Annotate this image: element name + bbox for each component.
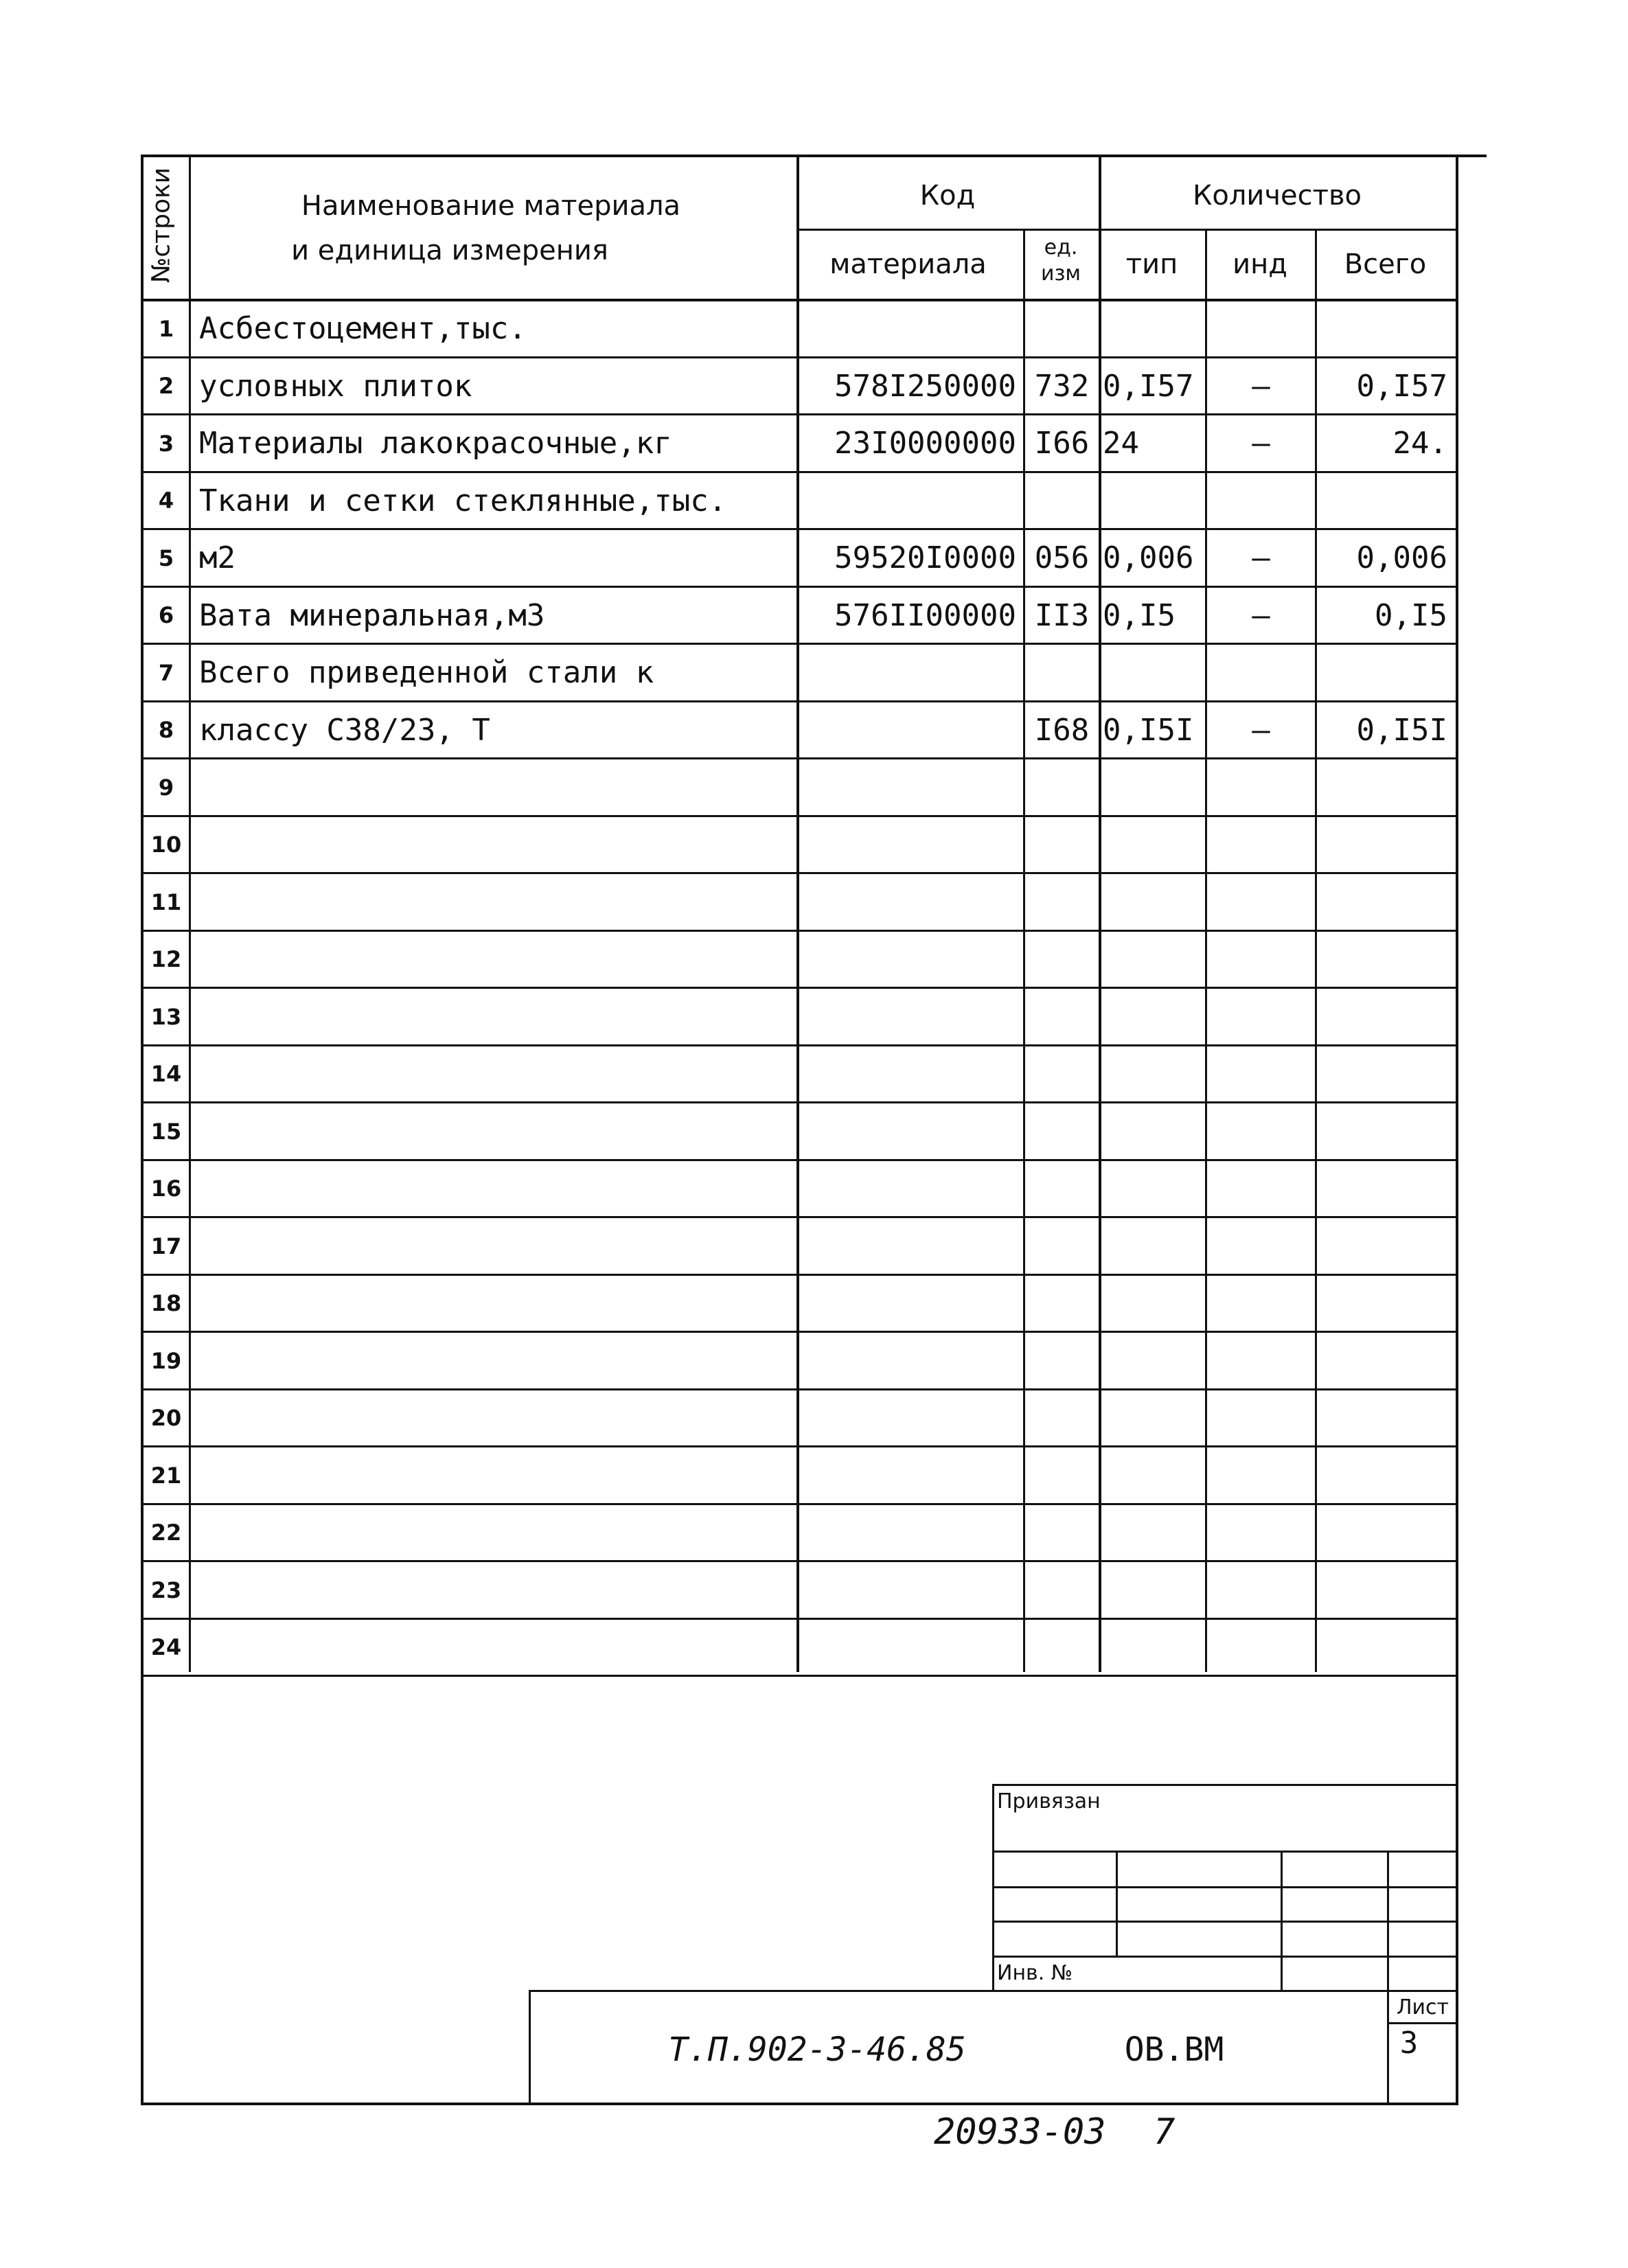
material-code	[799, 1217, 1023, 1275]
header-vsego: Всего	[1344, 249, 1427, 280]
qty-total	[1317, 1275, 1454, 1333]
unit-code	[1025, 759, 1099, 816]
row-number: 13	[150, 1003, 182, 1030]
material-name	[199, 759, 796, 816]
qty-total	[1317, 1561, 1454, 1619]
qty-total	[1317, 472, 1454, 530]
qty-total	[1317, 873, 1454, 931]
qty-tip	[1103, 1619, 1205, 1677]
row-number: 6	[158, 602, 174, 629]
header-row-number	[141, 157, 182, 294]
qty-tip	[1103, 1217, 1205, 1275]
qty-tip	[1103, 1103, 1205, 1160]
qty-ind	[1207, 931, 1315, 989]
qty-ind	[1207, 1046, 1315, 1103]
row-number: 24	[150, 1634, 182, 1661]
qty-ind	[1207, 1561, 1315, 1619]
qty-ind	[1207, 644, 1315, 702]
material-name	[199, 988, 796, 1046]
qty-ind	[1207, 1504, 1315, 1562]
material-code	[799, 931, 1023, 989]
row-number: 1	[158, 315, 174, 342]
row-number: 22	[150, 1520, 182, 1546]
qty-total	[1317, 1390, 1454, 1447]
material-code	[799, 472, 1023, 530]
material-name: м2	[199, 540, 236, 576]
material-code	[799, 1619, 1023, 1677]
material-code: 59520I0000	[834, 540, 1016, 576]
qty-total	[1317, 1217, 1454, 1275]
qty-ind: –	[1252, 426, 1270, 461]
qty-ind	[1207, 1275, 1315, 1333]
header-ind: инд	[1233, 249, 1287, 280]
unit-code	[1025, 1332, 1099, 1390]
qty-total: 0,I57	[1356, 368, 1447, 404]
unit-code	[1025, 1275, 1099, 1333]
material-name	[199, 1275, 796, 1333]
material-name	[199, 816, 796, 874]
qty-ind	[1207, 1103, 1315, 1160]
qty-tip	[1103, 873, 1205, 931]
unit-code: 732	[1034, 368, 1090, 404]
qty-tip: 0,006	[1103, 540, 1194, 576]
material-code	[799, 644, 1023, 702]
qty-ind	[1207, 1619, 1315, 1677]
material-name	[199, 1046, 796, 1103]
header-material: материала	[829, 249, 987, 280]
unit-code	[1025, 300, 1099, 358]
material-name	[199, 1103, 796, 1160]
material-name	[199, 1390, 796, 1447]
qty-total: 0,006	[1356, 540, 1447, 576]
unit-code	[1025, 1390, 1099, 1447]
qty-total	[1317, 988, 1454, 1046]
qty-total	[1317, 1160, 1454, 1218]
material-name: Всего приведенной стали к	[199, 655, 654, 691]
material-code	[799, 1447, 1023, 1504]
sheet-label: Лист	[1396, 1995, 1449, 2019]
material-code	[799, 1504, 1023, 1562]
material-code	[799, 873, 1023, 931]
qty-total	[1317, 931, 1454, 989]
material-name	[199, 1619, 796, 1677]
unit-code: I66	[1034, 426, 1090, 461]
row-number: 20	[150, 1405, 182, 1432]
material-code	[799, 816, 1023, 874]
material-code: 23I0000000	[834, 426, 1016, 461]
material-name	[199, 1332, 796, 1390]
material-name	[199, 1561, 796, 1619]
material-code	[799, 1275, 1023, 1333]
row-number: 10	[150, 832, 182, 858]
row-number: 8	[158, 717, 174, 744]
qty-ind	[1207, 1390, 1315, 1447]
unit-code	[1025, 1561, 1099, 1619]
material-code	[799, 759, 1023, 816]
qty-ind: –	[1252, 368, 1270, 404]
row-number-label: №строки	[147, 167, 176, 284]
qty-ind: –	[1252, 597, 1270, 633]
unit-code	[1025, 873, 1099, 931]
qty-tip	[1103, 472, 1205, 530]
qty-tip	[1103, 644, 1205, 702]
qty-ind: –	[1252, 540, 1270, 576]
qty-total	[1317, 1619, 1454, 1677]
qty-ind	[1207, 1332, 1315, 1390]
material-name: классу С38/23, Т	[199, 712, 490, 748]
qty-total	[1317, 300, 1454, 358]
row-number: 15	[150, 1118, 182, 1145]
material-code	[799, 1160, 1023, 1218]
qty-total	[1317, 1103, 1454, 1160]
row-number: 5	[158, 545, 174, 571]
material-name	[199, 1217, 796, 1275]
qty-tip	[1103, 759, 1205, 816]
bottom-page: 7	[1154, 2111, 1176, 2153]
material-code	[799, 1046, 1023, 1103]
header-ed: ед.	[1044, 235, 1078, 260]
unit-code	[1025, 931, 1099, 989]
sheet-number: 3	[1399, 2025, 1419, 2061]
header-name-line1: Наименование материала	[301, 190, 681, 222]
stamp-box-top	[992, 1784, 1458, 1786]
qty-total	[1317, 1447, 1454, 1504]
qty-ind	[1207, 988, 1315, 1046]
qty-ind	[1207, 300, 1315, 358]
material-name: Ткани и сетки стеклянные,тыс.	[199, 483, 727, 518]
unit-code	[1025, 1046, 1099, 1103]
material-code	[799, 702, 1023, 759]
qty-tip	[1103, 1390, 1205, 1447]
header-tip: тип	[1125, 249, 1178, 280]
qty-tip: 24	[1103, 426, 1139, 461]
material-code	[799, 988, 1023, 1046]
stamp-inv-no: Инв. №	[997, 1960, 1073, 1985]
row-number: 21	[150, 1462, 182, 1489]
row-number: 17	[150, 1233, 182, 1259]
qty-tip: 0,I5I	[1103, 712, 1194, 748]
material-name: условных плиток	[199, 368, 472, 404]
row-number: 7	[158, 659, 174, 686]
material-code: 578I250000	[834, 368, 1016, 404]
qty-ind	[1207, 1160, 1315, 1218]
qty-total	[1317, 1332, 1454, 1390]
qty-tip	[1103, 1504, 1205, 1562]
qty-ind	[1207, 873, 1315, 931]
material-name	[199, 931, 796, 989]
header-name-line2: и единица измерения	[291, 235, 608, 266]
row-number: 16	[150, 1176, 182, 1202]
qty-ind	[1207, 816, 1315, 874]
material-name	[199, 1160, 796, 1218]
qty-ind	[1207, 1217, 1315, 1275]
unit-code	[1025, 1160, 1099, 1218]
qty-total	[1317, 644, 1454, 702]
material-name: Материалы лакокрасочные,кг	[199, 426, 672, 461]
qty-total: 24.	[1392, 426, 1447, 461]
row-number: 23	[150, 1577, 182, 1603]
qty-ind: –	[1252, 712, 1270, 748]
material-code	[799, 1332, 1023, 1390]
unit-code: I68	[1034, 712, 1090, 748]
material-name	[199, 1447, 796, 1504]
qty-tip	[1103, 816, 1205, 874]
qty-tip	[1103, 1447, 1205, 1504]
row-number: 14	[150, 1061, 182, 1088]
qty-tip	[1103, 1561, 1205, 1619]
unit-code	[1025, 1447, 1099, 1504]
material-code	[799, 300, 1023, 358]
material-code	[799, 1103, 1023, 1160]
unit-code	[1025, 1504, 1099, 1562]
qty-tip: 0,I57	[1103, 368, 1194, 404]
unit-code: 056	[1034, 540, 1090, 576]
qty-total	[1317, 1046, 1454, 1103]
bottom-code: 20933-03	[934, 2111, 1106, 2153]
row-number: 9	[158, 774, 174, 801]
qty-ind	[1207, 759, 1315, 816]
material-name	[199, 873, 796, 931]
qty-tip	[1103, 300, 1205, 358]
qty-ind	[1207, 1447, 1315, 1504]
material-name	[199, 1504, 796, 1562]
row-number: 18	[150, 1290, 182, 1317]
qty-total: 0,I5	[1375, 597, 1447, 633]
qty-tip	[1103, 1160, 1205, 1218]
unit-code	[1025, 816, 1099, 874]
qty-total	[1317, 816, 1454, 874]
material-code	[799, 1390, 1023, 1447]
qty-ind	[1207, 472, 1315, 530]
header-kolichestvo: Количество	[1192, 180, 1362, 211]
doc-mark: ОВ.ВМ	[1124, 2030, 1224, 2069]
row-number: 4	[158, 488, 174, 514]
header-kod: Код	[919, 180, 976, 211]
row-number: 11	[150, 889, 182, 915]
qty-tip	[1103, 1275, 1205, 1333]
unit-code	[1025, 1619, 1099, 1677]
qty-total	[1317, 759, 1454, 816]
qty-total	[1317, 1504, 1454, 1562]
unit-code	[1025, 472, 1099, 530]
unit-code	[1025, 644, 1099, 702]
material-code: 576II00000	[834, 597, 1016, 633]
unit-code: II3	[1034, 597, 1090, 633]
unit-code	[1025, 1217, 1099, 1275]
unit-code	[1025, 988, 1099, 1046]
row-number: 2	[158, 373, 174, 400]
row-number: 19	[150, 1347, 182, 1374]
row-number: 12	[150, 946, 182, 973]
row-number: 3	[158, 430, 174, 457]
header-izm: изм	[1040, 261, 1081, 286]
material-name: Вата минеральная,м3	[199, 597, 545, 633]
material-name: Асбестоцемент,тыс.	[199, 311, 527, 347]
qty-tip	[1103, 1332, 1205, 1390]
qty-tip	[1103, 988, 1205, 1046]
material-code	[799, 1561, 1023, 1619]
qty-tip	[1103, 931, 1205, 989]
stamp-privyazan: Привязан	[997, 1789, 1101, 1813]
qty-tip	[1103, 1046, 1205, 1103]
doc-code: Т.П.902-3-46.85	[668, 2030, 966, 2069]
qty-tip: 0,I5	[1103, 597, 1176, 633]
qty-total: 0,I5I	[1356, 712, 1447, 748]
unit-code	[1025, 1103, 1099, 1160]
